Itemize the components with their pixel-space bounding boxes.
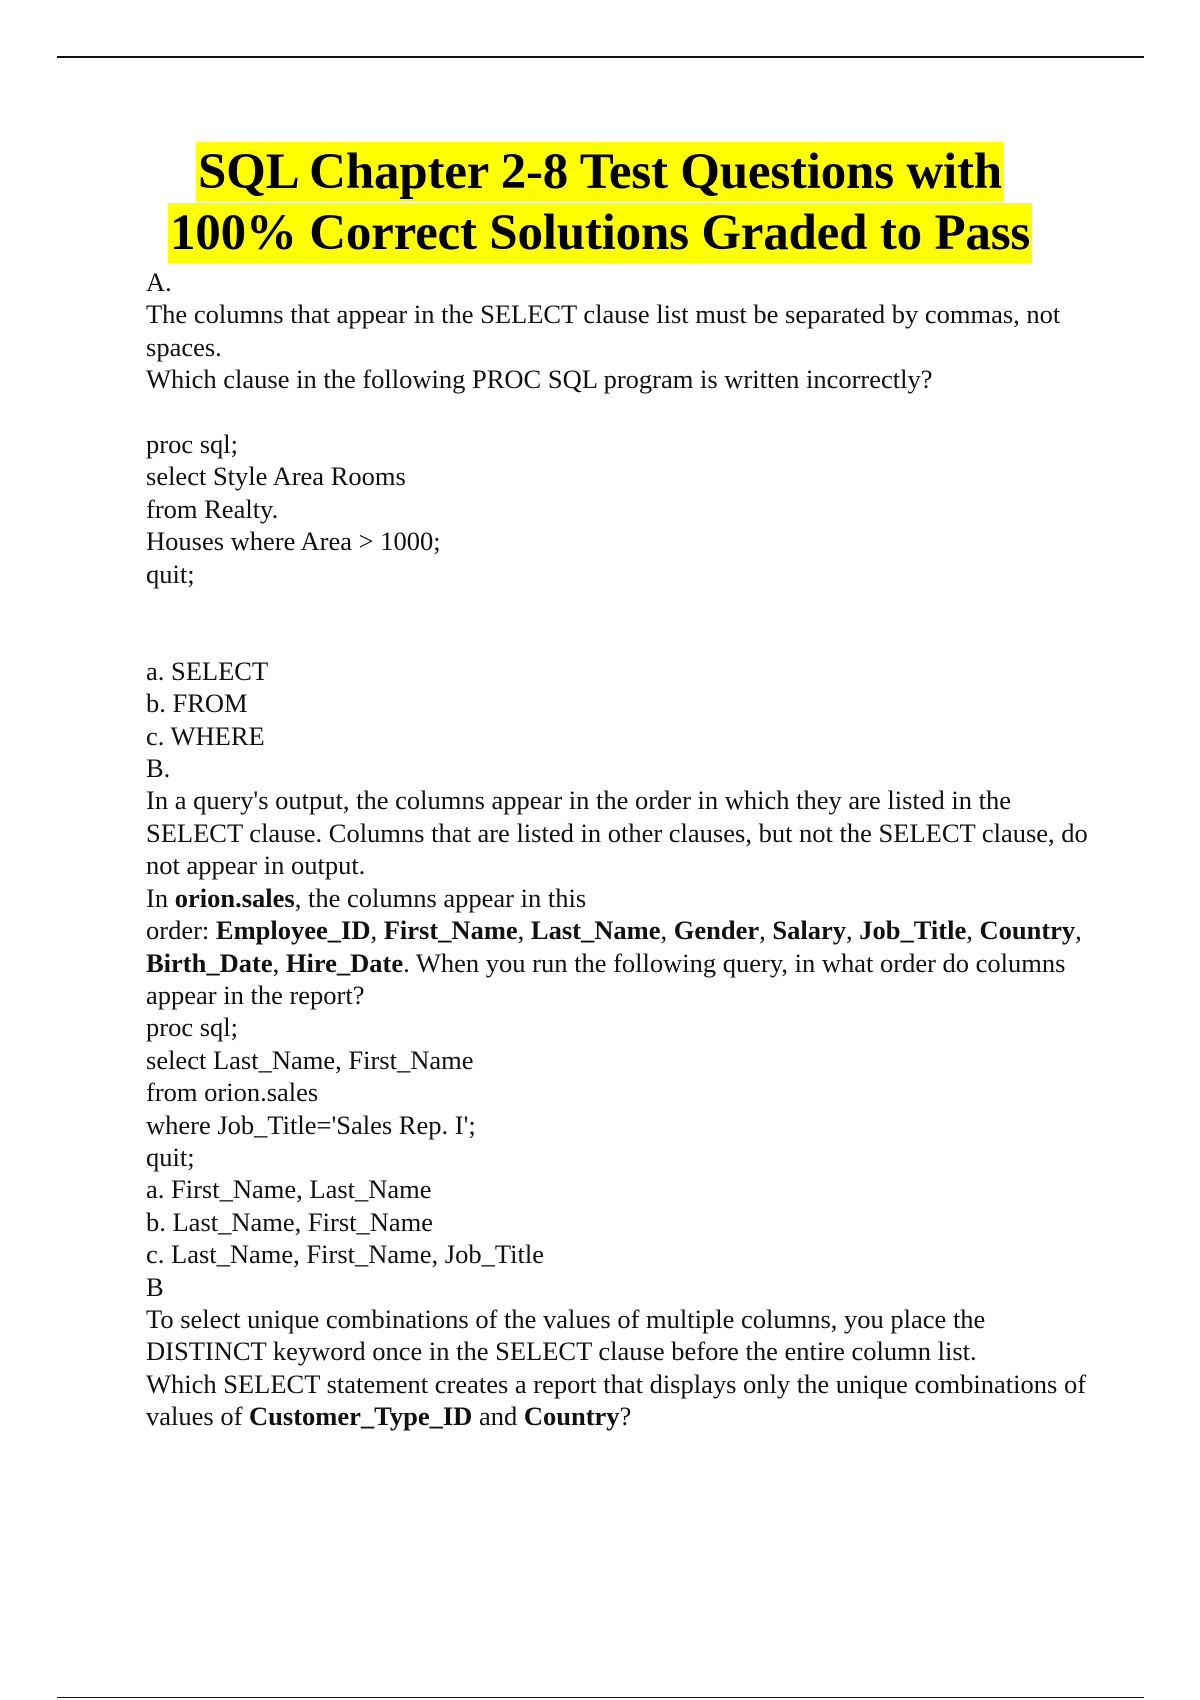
code-line: select Style Area Rooms	[146, 461, 406, 492]
column-name: Employee_ID	[215, 915, 371, 946]
code-line: quit;	[146, 1141, 195, 1172]
option-item: a. SELECT	[146, 655, 269, 686]
answer-label: A.	[146, 267, 172, 297]
code-block	[146, 428, 1096, 590]
options-list	[146, 1173, 1096, 1270]
code-line: from orion.sales	[146, 1077, 319, 1108]
field-name: Customer_Type_ID	[249, 1401, 473, 1432]
answer-label: B.	[146, 753, 171, 784]
column-name: Hire_Date	[285, 947, 404, 978]
code-line: proc sql;	[146, 1012, 238, 1043]
answer-explanation: The columns that appear in the SELECT clause list must be separated by commas, not spaces.	[146, 299, 1061, 362]
option-item: b. FROM	[146, 688, 248, 719]
code-line: quit;	[146, 558, 195, 589]
answer-label: B	[146, 1271, 164, 1302]
code-line: Houses where Area > 1000;	[146, 526, 441, 557]
answer-explanation: To select unique combinations of the values of multiple columns, you place the DISTINCT keyword once in the SELECT clause before the entire column list.	[146, 1303, 986, 1367]
title-line-2: 100% Correct Solutions Graded to Pass	[169, 205, 1031, 261]
top-rule	[57, 56, 1144, 58]
column-name: First_Name	[383, 915, 518, 946]
option-item: c. Last_Name, First_Name, Job_Title	[146, 1239, 544, 1270]
question-3	[146, 1271, 1096, 1433]
code-line: where Job_Title='Sales Rep. I';	[146, 1109, 476, 1140]
question-text: Which SELECT statement creates a report that displays only the unique combinations of values of Customer_Type_ID and Country?	[146, 1368, 1087, 1432]
question-2	[146, 752, 1096, 1271]
answer-explanation: In a query's output, the columns appear in the order in which they are listed in the SELECT clause. Columns that are listed in other clauses, but not the SELECT clause, do not appear in output.	[146, 785, 1088, 881]
page-title	[0, 142, 1200, 264]
code-line: proc sql;	[146, 429, 238, 460]
option-item: c. WHERE	[146, 720, 265, 751]
column-name: Job_Title	[859, 915, 967, 946]
question-1	[146, 266, 1096, 752]
column-name: Country	[979, 915, 1076, 946]
column-name: Last_Name	[530, 915, 661, 946]
title-line-1: SQL Chapter 2-8 Test Questions with	[198, 144, 1002, 200]
column-name: Gender	[673, 915, 760, 946]
column-name: Salary	[772, 915, 846, 946]
options-list	[146, 655, 1096, 752]
code-line: select Last_Name, First_Name	[146, 1044, 474, 1075]
question-text: order: Employee_ID, First_Name, Last_Name, Gender, Salary, Job_Title, Country, Birth_Date, Hire_Date. When you run the following query, in what order do columns appear in the report?	[146, 915, 1082, 1010]
option-item: a. First_Name, Last_Name	[146, 1174, 432, 1205]
question-text: Which clause in the following PROC SQL program is written incorrectly?	[146, 364, 933, 395]
question-intro: In orion.sales, the columns appear in this	[146, 882, 587, 913]
column-name: Birth_Date	[146, 947, 273, 978]
code-line: from Realty.	[146, 493, 279, 524]
document-body	[146, 266, 1096, 1433]
option-item: b. Last_Name, First_Name	[146, 1206, 434, 1237]
bottom-rule	[57, 1697, 1144, 1698]
code-block	[146, 1011, 1096, 1173]
field-name: Country	[523, 1401, 620, 1432]
table-name: orion.sales	[174, 882, 295, 913]
